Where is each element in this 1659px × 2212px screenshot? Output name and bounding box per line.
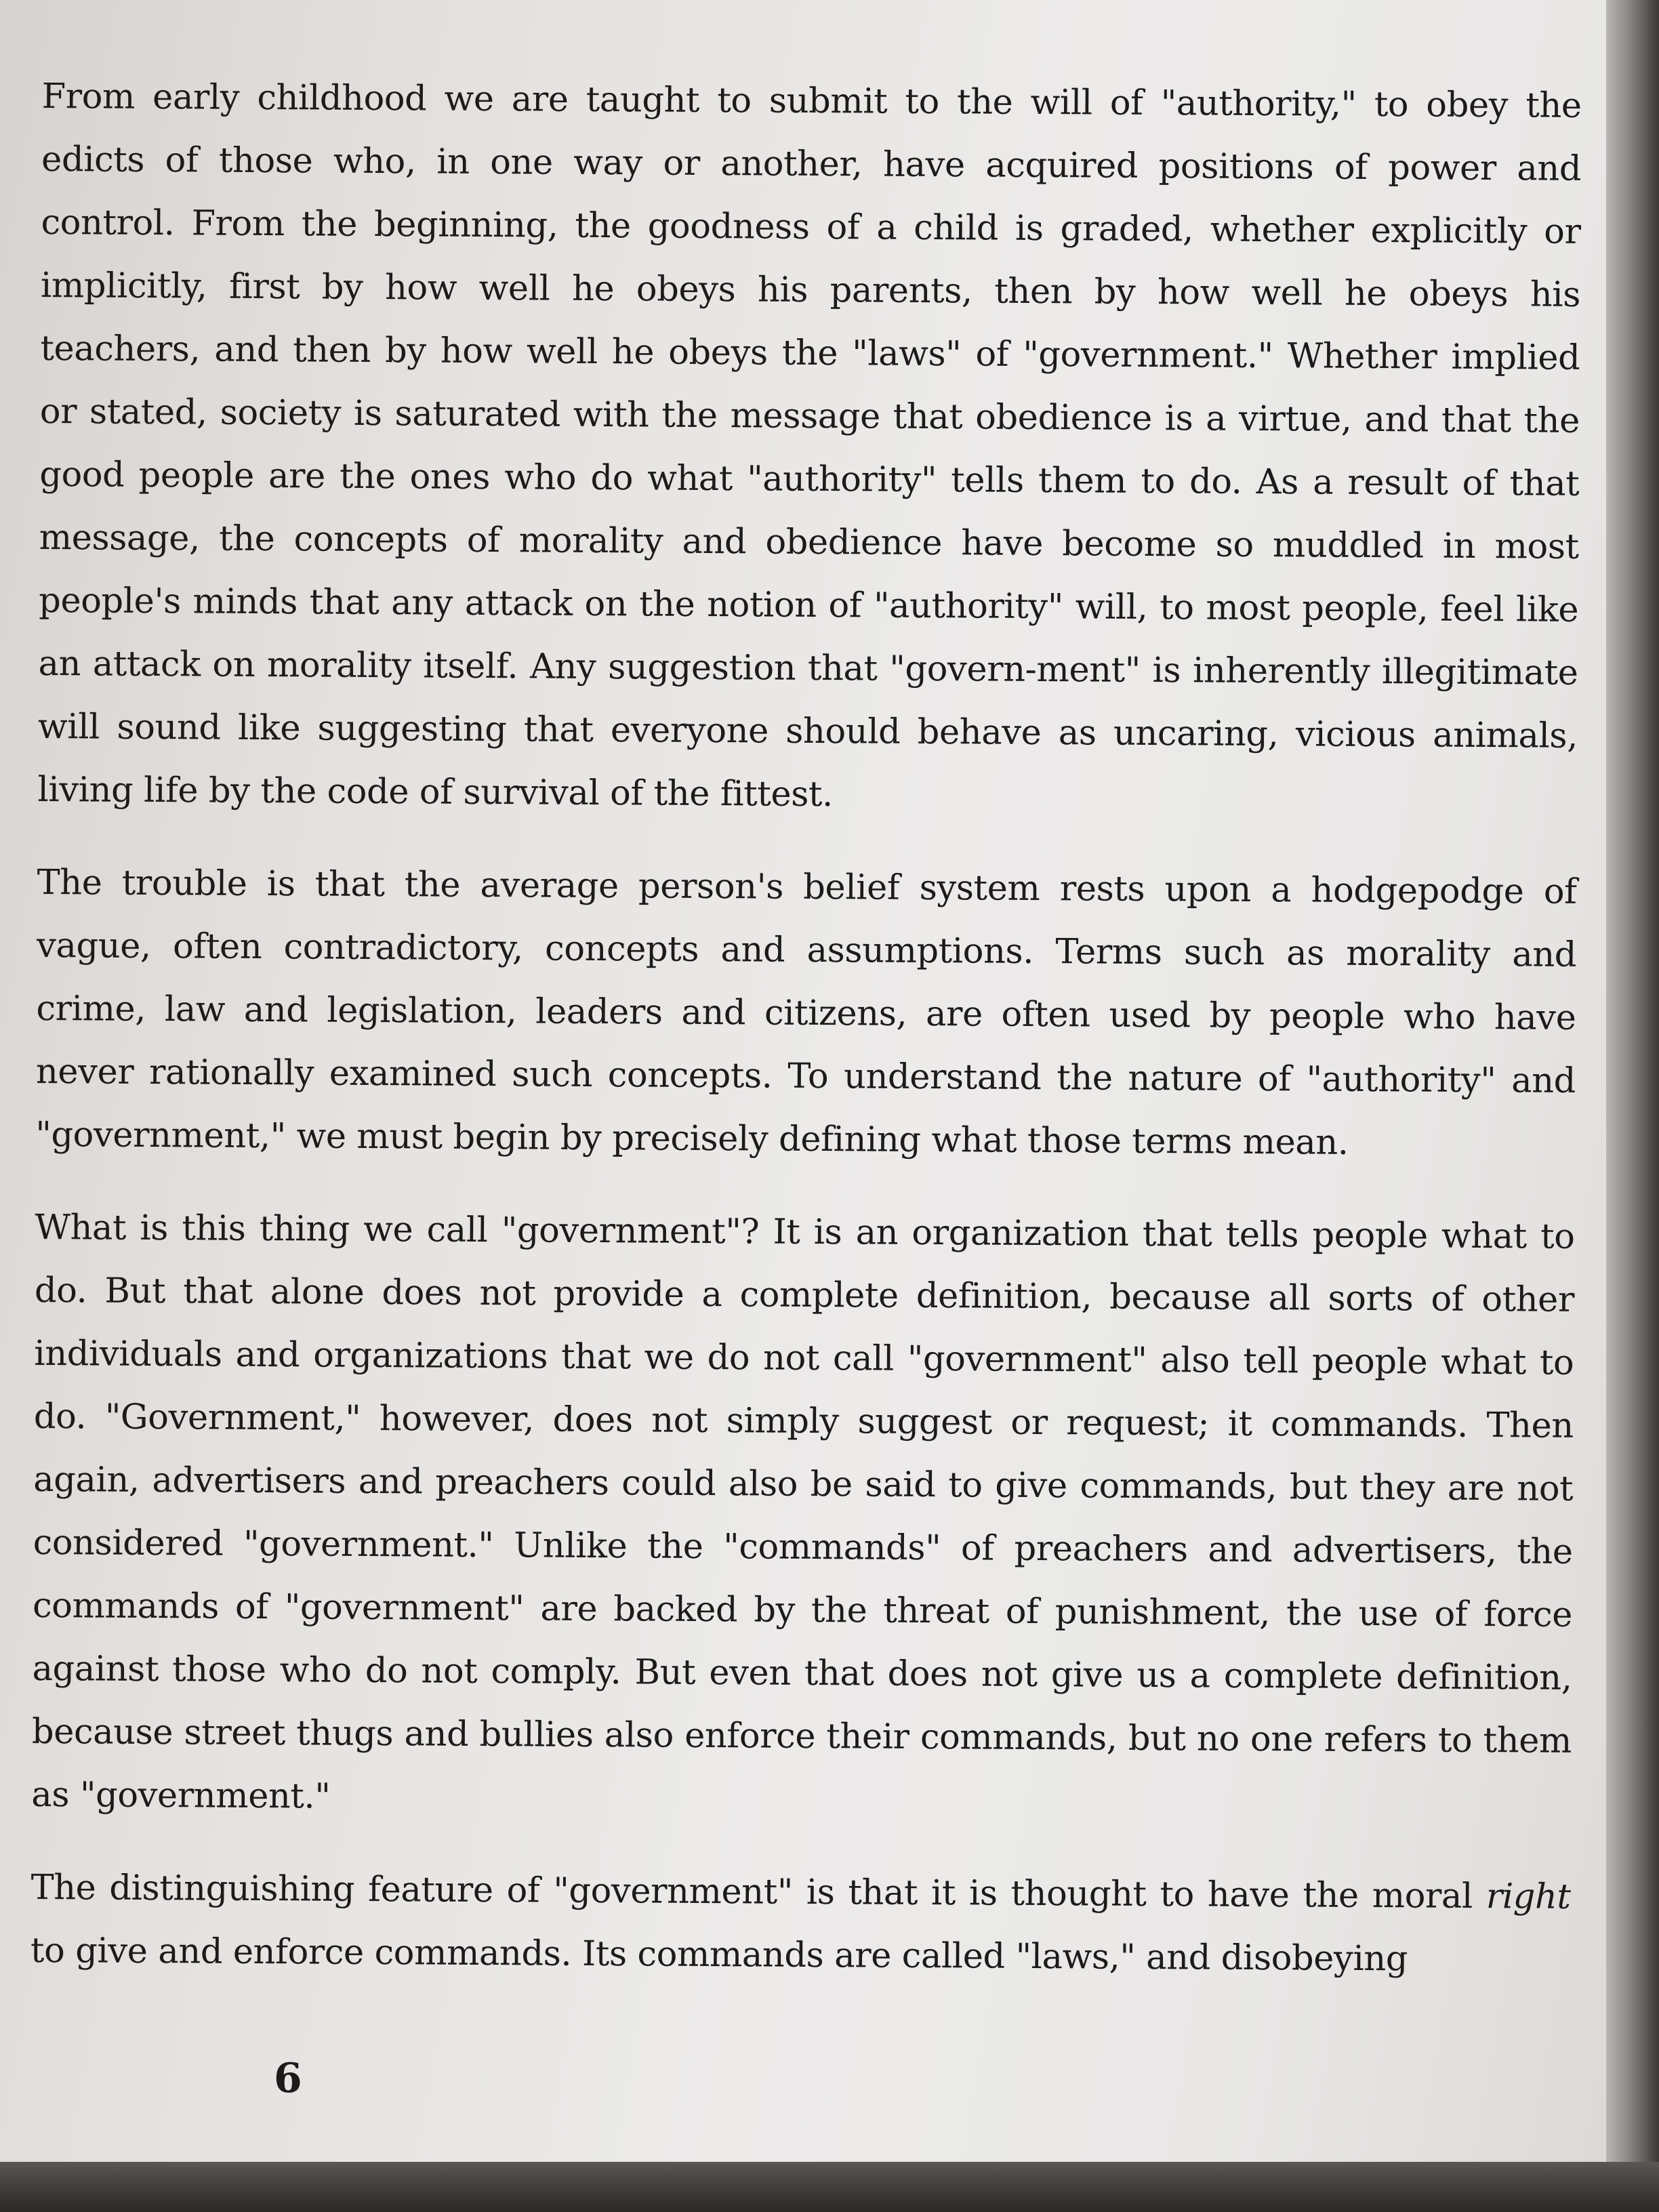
paragraph-4-end: to give and enforce commands. Its commands are called "laws," and disobeying — [30, 1930, 1408, 1980]
paragraph-2: The trouble is that the average person's belief system rests upon a hodgepodge of vague, often contradictory, concepts and assumptions. Terms such as morality and crime, law and legislation, leaders and citizens, are often used by people who have never rationally examined such concepts. To understand the nature of "authority" and "government," we must begin by precisely defining what those terms mean. — [35, 862, 1577, 1163]
paragraph-4-italic: right — [1486, 1877, 1571, 1917]
paragraph-1: From early childhood we are taught to submit to the will of "authority," to obey the edicts of those who, in one way or another, have acquired positions of power and control. From the beginning, the goodness of a child is graded, whether explicitly or implicitly, first by how well he obeys his parents, then by how well he obeys his teachers, and then by how well he obeys the "laws" of "government." Whether implied or stated, society is saturated with the message that obedience is a virtue, and that the good people are the ones who do what "authority" tells them to do. As a result of that message, the concepts of morality and obedience have become so muddled in most people's minds that any attack on the notion of "authority" will, to most people, feel like an attack on morality itself. Any suggestion that "govern-ment" is inherently illegitimate will sound like suggesting that everyone should behave as uncaring, vicious animals, living life by the code of survival of the fittest. — [37, 76, 1582, 815]
page-edge-shadow — [1606, 0, 1659, 2212]
paragraph-3: What is this thing we call "government"? It is an organization that tells people what to do. But that alone does not provide a complete definition, because all sorts of other individuals and organizations that we do not call "government" also tell people what to do. "Government," however, does not simply suggest or request; it commands. Then again, advertisers and preachers could also be said to give commands, but they are not considered "government." Unlike the "commands" of preachers and advertisers, the commands of "government" are backed by the threat of punishment, the use of force against those who do not comply. But even that does not give us a complete definition, because street thugs and bullies also enforce their commands, but no one refers to them as "government." — [31, 1207, 1575, 1817]
paragraph-4-start: The distinguishing feature of "government" is that it is thought to have the moral — [30, 1867, 1487, 1917]
paragraph-4 — [30, 1856, 1571, 1992]
body-text — [30, 65, 1582, 2022]
page-bottom-shadow — [0, 2162, 1659, 2212]
page-number: 6 — [274, 2055, 302, 2102]
